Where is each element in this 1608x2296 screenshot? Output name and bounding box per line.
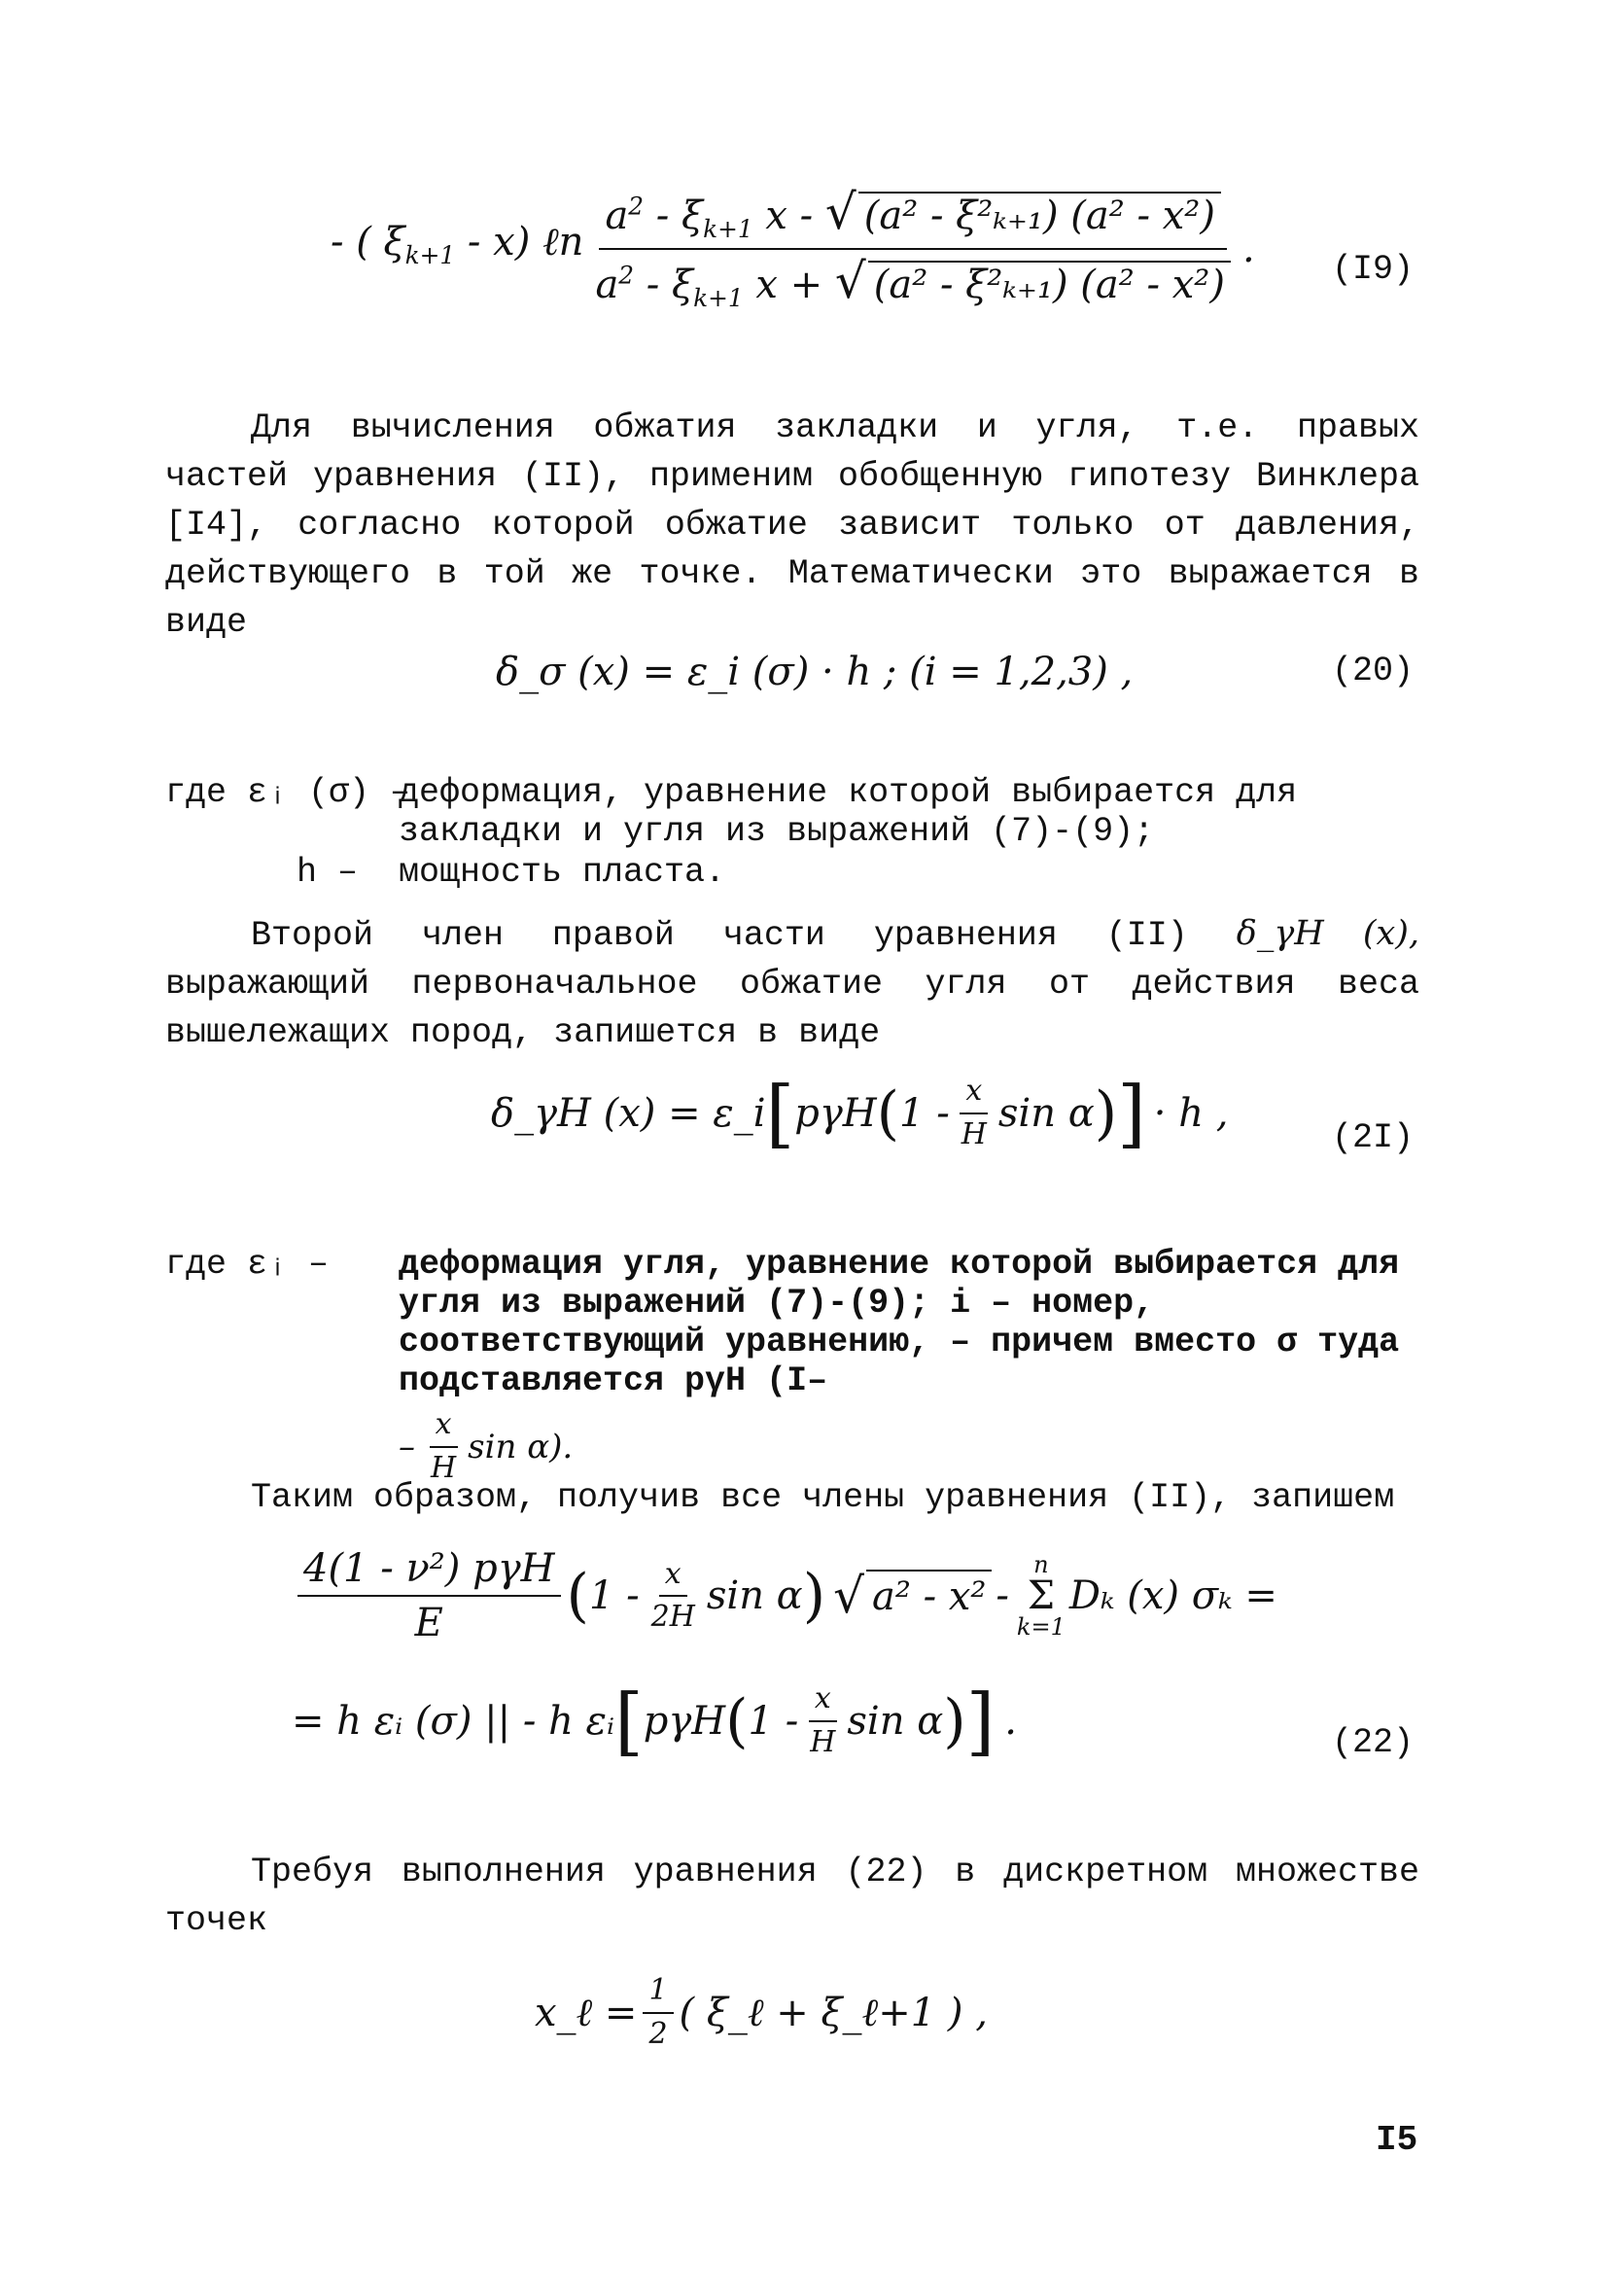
- definition-body: деформация, уравнение которой выбирается для закладки и угля из выражений (7)-(9);: [399, 773, 1298, 851]
- equation-number-19: (I9): [1332, 250, 1415, 289]
- eq22-fraction-x: $\frac{x}{2H}$: [650, 1556, 695, 1634]
- paragraph-all-terms: Таким образом, получив все члены уравнения (II), запишем: [251, 1478, 1395, 1517]
- half-fraction: $\frac{1}{2}$: [643, 1974, 673, 2051]
- def3-fraction: $\frac{x}{H}$: [431, 1407, 457, 1485]
- definition-body: деформация угля, уравнение которой выбирается для угля из выражений (7)-(9); i – номер, соответствующий уравнению, – причем вместо σ туда подставляется pγH (I– – $\frac{x}{H}$ sin α).: [399, 1245, 1400, 1485]
- definition-epsilon-coal: [165, 1245, 1419, 1485]
- equation-20: δ_σ (x) = ε_i (σ) · h ; (i = 1,2,3) ,: [496, 650, 1134, 694]
- eq19-tail: .: [1241, 226, 1255, 271]
- equation-points: x_ℓ = $\frac{1}{2}$ ( ξ_ℓ + ξ_ℓ+1 ) ,: [535, 1973, 988, 2051]
- equation-number-21: (2I): [1332, 1118, 1415, 1157]
- eq22-fraction-x-2: $\frac{x}{H}$: [810, 1681, 836, 1759]
- eq19-denominator: $a^2 - \xi_{k+1}$ x + √ (a² - ξ²ₖ₊₁) (a² - x²): [589, 250, 1237, 313]
- paragraph-second-term: Второй член правой части уравнения (II) δ_γH (x), выражающий первоначальное обжатие угля от действия веса вышележащих пород, запишется в виде: [165, 914, 1419, 1052]
- equation-22-line-1: $\frac{\text{4(1 - ν²) pγH}}{E}$ ( 1 - $\frac{x}{2H}$ sin α ) √ a² - x² - n Σ k=1 Dₖ (x) σₖ =: [292, 1546, 1277, 1645]
- equation-21: δ_γH (x) = ε_i [ pγH ( 1 - $\frac{x}{H}$ sin α ) ] · h ,: [491, 1069, 1229, 1156]
- eq22-fraction: $\frac{\text{4(1 - ν²) pγH}}{E}$: [297, 1546, 561, 1645]
- equation-19: [331, 185, 1255, 312]
- paragraph-winkler: Для вычисления обжатия закладки и угля, т.е. правых частей уравнения (II), применим обобщенную гипотезу Винклера [I4], согласно которой обжатие зависит только от давления, действующего в той же точке. Математически это выражается в виде: [165, 408, 1419, 642]
- summation-sign: n Σ k=1: [1016, 1551, 1066, 1641]
- page-number: I5: [1376, 2120, 1418, 2160]
- equation-22-line-2: = h εᵢ (σ) || - h εᵢ [ pγH ( 1 - $\frac{x}{H}$ sin α ) ] .: [292, 1677, 1018, 1764]
- paragraph-discrete-points: Требуя выполнения уравнения (22) в дискретном множестве точек: [165, 1853, 1419, 1940]
- eq19-left: - ( $\xi_{k+1} - x$) ℓn: [331, 219, 584, 269]
- definition-term: h –: [297, 853, 359, 892]
- equation-number-20: (20): [1332, 652, 1415, 690]
- definition-body: мощность пласта.: [399, 853, 726, 892]
- definition-epsilon: [165, 773, 1419, 851]
- eq21-fraction: $\frac{x}{H}$: [961, 1074, 987, 1151]
- definition-h: [165, 853, 1419, 892]
- equation-number-22: (22): [1332, 1723, 1415, 1762]
- eq19-numerator: $a^2 - \xi_{k+1}$ x - √ (a² - ξ²ₖ₊₁) (a² - x²): [599, 185, 1227, 250]
- definition-term: где εᵢ (σ) –: [165, 773, 411, 812]
- eq19-fraction: [589, 185, 1237, 312]
- definition-term: где εᵢ –: [165, 1245, 330, 1284]
